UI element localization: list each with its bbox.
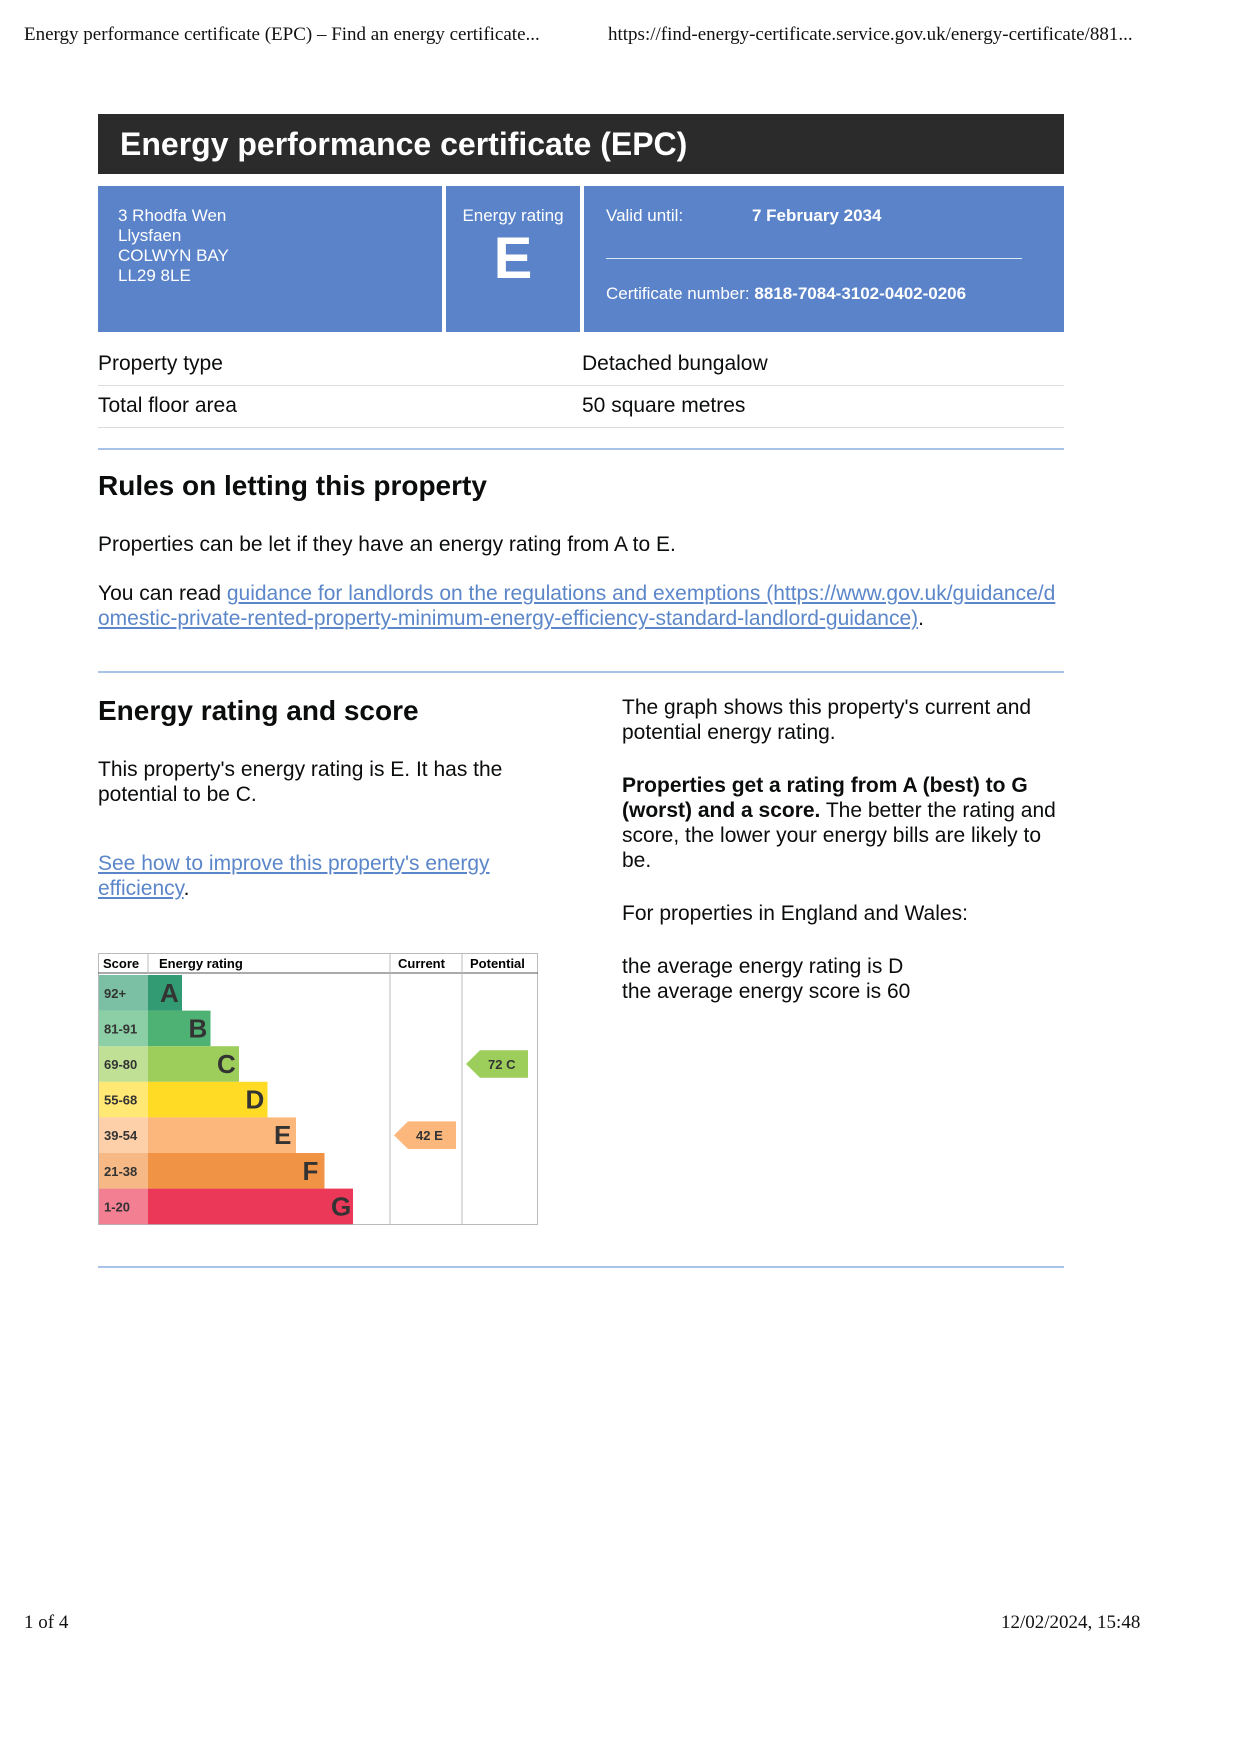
print-page-title: Energy performance certificate (EPC) – Find an energy certificate... xyxy=(24,24,540,45)
average-score: the average energy score is 60 xyxy=(622,980,911,1003)
valid-until-label: Valid until: xyxy=(606,206,684,225)
energy-heading: Energy rating and score xyxy=(98,695,419,726)
improve-efficiency-link[interactable]: See how to improve this property's energy efficiency xyxy=(98,852,490,900)
property-details-table xyxy=(98,344,1064,428)
page-title: Energy performance certificate (EPC) xyxy=(98,114,1064,174)
table-row xyxy=(98,344,1064,386)
improve-link-paragraph xyxy=(98,851,568,901)
guidance-prefix: You can read xyxy=(98,582,227,605)
chart-header-score: Score xyxy=(103,956,140,971)
average-rating: the average energy rating is D xyxy=(622,955,904,978)
band-letter-label: D xyxy=(245,1084,265,1115)
rating-explanation-bold: Properties get a rating from A (best) to G (worst) and a score. xyxy=(622,774,1028,822)
address-line: COLWYN BAY xyxy=(118,246,229,265)
floor-area-label: Total floor area xyxy=(98,386,582,428)
print-footer xyxy=(24,1612,1216,1640)
band-score-label: 55-68 xyxy=(104,1092,138,1108)
improve-link-suffix: . xyxy=(183,877,190,900)
property-type-value: Detached bungalow xyxy=(582,344,1064,386)
energy-rating-letter: E xyxy=(493,226,533,291)
current-rating-marker-label: 42 E xyxy=(416,1128,443,1144)
band-letter-label: G xyxy=(331,1191,352,1222)
band-letter-label: C xyxy=(217,1049,236,1079)
landlord-guidance-link[interactable]: guidance for landlords on the regulations and exemptions (https://www.gov.uk/guidance/domestic-private-rented-property-minimum-energy-efficiency-standard-landlord-guidance) xyxy=(98,582,1056,630)
band-score-label: 39-54 xyxy=(104,1128,138,1144)
rules-section xyxy=(98,450,1064,631)
summary-panel xyxy=(98,186,1064,332)
band-bar-g xyxy=(148,1189,353,1225)
energy-rating-label: Energy rating xyxy=(462,206,564,225)
guidance-paragraph xyxy=(98,581,1064,631)
property-address xyxy=(98,186,442,332)
address-line: LL29 8LE xyxy=(118,266,191,285)
england-wales-heading: For properties in England and Wales: xyxy=(622,902,968,925)
address-line: Llysfaen xyxy=(118,226,182,245)
certificate-number-row xyxy=(606,284,966,304)
validity-box xyxy=(584,186,1064,332)
band-bar-f xyxy=(148,1153,325,1189)
table-row xyxy=(98,386,1064,428)
band-score-label: 69-80 xyxy=(104,1057,138,1072)
chart-header-current: Current xyxy=(398,956,445,971)
certificate-page xyxy=(98,114,1064,1268)
print-header xyxy=(24,24,1216,52)
divider xyxy=(606,258,1022,259)
energy-rating-section xyxy=(98,673,1064,1230)
section-divider xyxy=(98,1266,1064,1268)
guidance-suffix: . xyxy=(918,607,924,630)
certificate-number: 8818-7084-3102-0402-0206 xyxy=(754,284,967,303)
band-letter-label: A xyxy=(160,977,179,1008)
averages xyxy=(622,954,1064,1004)
band-letter-label: B xyxy=(188,1013,208,1044)
print-page-url: https://find-energy-certificate.service.gov.uk/energy-certificate/881... xyxy=(608,24,1133,45)
chart-header-rating: Energy rating xyxy=(159,956,243,971)
energy-rating-box xyxy=(446,186,580,332)
band-score-label: 81-91 xyxy=(104,1021,138,1037)
rating-explanation-rest: The better the rating and score, the lower your energy bills are likely to be. xyxy=(622,799,1056,872)
graph-explanation: The graph shows this property's current and potential energy rating. xyxy=(622,696,1032,744)
energy-rating-chart xyxy=(98,953,538,1225)
certificate-number-label: Certificate number: xyxy=(606,284,750,303)
property-type-label: Property type xyxy=(98,344,582,386)
band-score-label: 1-20 xyxy=(104,1199,131,1215)
band-letter-label: F xyxy=(302,1155,319,1186)
rules-paragraph: Properties can be let if they have an energy rating from A to E. xyxy=(98,533,676,556)
band-letter-label: E xyxy=(274,1120,292,1151)
energy-summary: This property's energy rating is E. It has the potential to be C. xyxy=(98,758,503,806)
chart-header-potential: Potential xyxy=(470,956,525,971)
valid-until-date: 7 February 2034 xyxy=(752,206,882,225)
potential-rating-marker-label: 72 C xyxy=(488,1057,516,1072)
page-counter: 1 of 4 xyxy=(24,1612,69,1633)
band-score-label: 21-38 xyxy=(104,1163,138,1179)
rules-heading: Rules on letting this property xyxy=(98,470,487,501)
rating-explanation xyxy=(622,773,1064,873)
print-timestamp: 12/02/2024, 15:48 xyxy=(1001,1612,1141,1633)
floor-area-value: 50 square metres xyxy=(582,386,1064,428)
address-line: 3 Rhodfa Wen xyxy=(118,206,227,225)
band-score-label: 92+ xyxy=(104,985,127,1001)
